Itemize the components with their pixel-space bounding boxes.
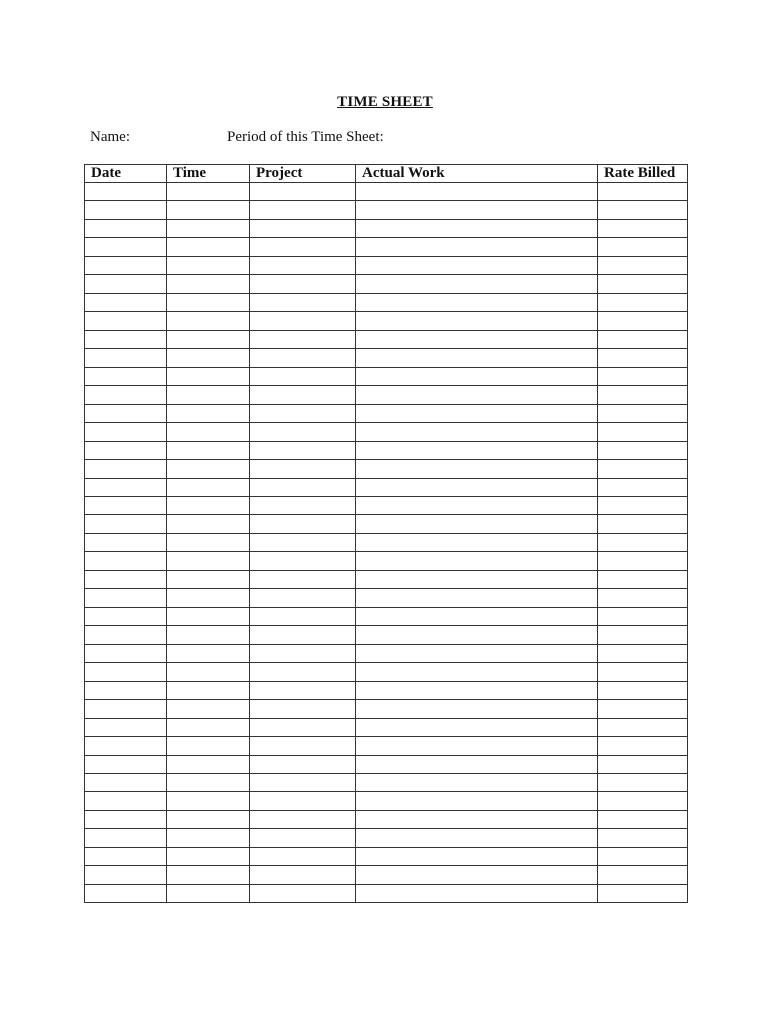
date-cell xyxy=(85,275,167,293)
date-cell xyxy=(85,810,167,828)
actual-work-cell xyxy=(356,478,598,496)
rate-billed-cell xyxy=(598,515,688,533)
table-row xyxy=(85,552,688,570)
actual-work-cell xyxy=(356,386,598,404)
project-cell xyxy=(250,570,356,588)
actual-work-cell xyxy=(356,496,598,514)
time-cell xyxy=(167,515,250,533)
date-cell xyxy=(85,404,167,422)
table-row xyxy=(85,515,688,533)
project-cell xyxy=(250,441,356,459)
date-cell xyxy=(85,460,167,478)
date-cell xyxy=(85,626,167,644)
time-cell xyxy=(167,607,250,625)
rate-billed-cell xyxy=(598,829,688,847)
table-row xyxy=(85,404,688,422)
date-cell xyxy=(85,607,167,625)
actual-work-cell xyxy=(356,515,598,533)
project-cell xyxy=(250,201,356,219)
table-row xyxy=(85,423,688,441)
table-row xyxy=(85,349,688,367)
rate-billed-cell xyxy=(598,681,688,699)
header-project: Project xyxy=(250,165,356,183)
rate-billed-cell xyxy=(598,718,688,736)
rate-billed-cell xyxy=(598,219,688,237)
rate-billed-cell xyxy=(598,441,688,459)
time-cell xyxy=(167,238,250,256)
rate-billed-cell xyxy=(598,478,688,496)
rate-billed-cell xyxy=(598,810,688,828)
table-row xyxy=(85,737,688,755)
project-cell xyxy=(250,238,356,256)
rate-billed-cell xyxy=(598,755,688,773)
table-row xyxy=(85,367,688,385)
project-cell xyxy=(250,700,356,718)
date-cell xyxy=(85,792,167,810)
project-cell xyxy=(250,681,356,699)
table-row xyxy=(85,589,688,607)
rate-billed-cell xyxy=(598,589,688,607)
project-cell xyxy=(250,515,356,533)
project-cell xyxy=(250,737,356,755)
table-row xyxy=(85,386,688,404)
rate-billed-cell xyxy=(598,183,688,201)
project-cell xyxy=(250,367,356,385)
date-cell xyxy=(85,238,167,256)
header-rate-billed: Rate Billed xyxy=(598,165,688,183)
actual-work-cell xyxy=(356,718,598,736)
project-cell xyxy=(250,829,356,847)
time-cell xyxy=(167,293,250,311)
date-cell xyxy=(85,496,167,514)
date-cell xyxy=(85,183,167,201)
actual-work-cell xyxy=(356,293,598,311)
time-cell xyxy=(167,460,250,478)
actual-work-cell xyxy=(356,312,598,330)
project-cell xyxy=(250,496,356,514)
header-time: Time xyxy=(167,165,250,183)
table-row xyxy=(85,183,688,201)
project-cell xyxy=(250,810,356,828)
actual-work-cell xyxy=(356,238,598,256)
date-cell xyxy=(85,330,167,348)
project-cell xyxy=(250,866,356,884)
time-cell xyxy=(167,847,250,865)
table-row xyxy=(85,256,688,274)
project-cell xyxy=(250,478,356,496)
actual-work-cell xyxy=(356,460,598,478)
rate-billed-cell xyxy=(598,423,688,441)
table-row xyxy=(85,478,688,496)
date-cell xyxy=(85,884,167,902)
time-cell xyxy=(167,737,250,755)
date-cell xyxy=(85,737,167,755)
project-cell xyxy=(250,349,356,367)
table-row xyxy=(85,312,688,330)
rate-billed-cell xyxy=(598,552,688,570)
date-cell xyxy=(85,533,167,551)
time-cell xyxy=(167,810,250,828)
actual-work-cell xyxy=(356,866,598,884)
date-cell xyxy=(85,700,167,718)
table-row xyxy=(85,460,688,478)
table-row xyxy=(85,607,688,625)
rate-billed-cell xyxy=(598,570,688,588)
table-row xyxy=(85,884,688,902)
table-body xyxy=(85,183,688,903)
project-cell xyxy=(250,644,356,662)
project-cell xyxy=(250,626,356,644)
rate-billed-cell xyxy=(598,774,688,792)
project-cell xyxy=(250,386,356,404)
actual-work-cell xyxy=(356,570,598,588)
project-cell xyxy=(250,774,356,792)
date-cell xyxy=(85,866,167,884)
time-cell xyxy=(167,626,250,644)
table-row xyxy=(85,681,688,699)
rate-billed-cell xyxy=(598,460,688,478)
project-cell xyxy=(250,533,356,551)
date-cell xyxy=(85,441,167,459)
actual-work-cell xyxy=(356,626,598,644)
rate-billed-cell xyxy=(598,275,688,293)
rate-billed-cell xyxy=(598,607,688,625)
actual-work-cell xyxy=(356,829,598,847)
table-row xyxy=(85,644,688,662)
rate-billed-cell xyxy=(598,866,688,884)
time-cell xyxy=(167,552,250,570)
table-row xyxy=(85,718,688,736)
actual-work-cell xyxy=(356,330,598,348)
actual-work-cell xyxy=(356,441,598,459)
time-cell xyxy=(167,884,250,902)
time-cell xyxy=(167,792,250,810)
time-cell xyxy=(167,275,250,293)
date-cell xyxy=(85,829,167,847)
table-row xyxy=(85,330,688,348)
actual-work-cell xyxy=(356,423,598,441)
table-row xyxy=(85,774,688,792)
time-cell xyxy=(167,219,250,237)
actual-work-cell xyxy=(356,663,598,681)
rate-billed-cell xyxy=(598,312,688,330)
rate-billed-cell xyxy=(598,496,688,514)
project-cell xyxy=(250,293,356,311)
date-cell xyxy=(85,349,167,367)
rate-billed-cell xyxy=(598,238,688,256)
time-cell xyxy=(167,312,250,330)
actual-work-cell xyxy=(356,884,598,902)
time-cell xyxy=(167,183,250,201)
actual-work-cell xyxy=(356,755,598,773)
project-cell xyxy=(250,219,356,237)
table-row xyxy=(85,238,688,256)
actual-work-cell xyxy=(356,737,598,755)
time-cell xyxy=(167,829,250,847)
table-row xyxy=(85,755,688,773)
table-row xyxy=(85,496,688,514)
project-cell xyxy=(250,847,356,865)
project-cell xyxy=(250,552,356,570)
table-row xyxy=(85,829,688,847)
table-row xyxy=(85,441,688,459)
table-row xyxy=(85,570,688,588)
date-cell xyxy=(85,219,167,237)
table-row xyxy=(85,275,688,293)
time-cell xyxy=(167,256,250,274)
date-cell xyxy=(85,478,167,496)
rate-billed-cell xyxy=(598,792,688,810)
header-row xyxy=(85,165,688,183)
time-cell xyxy=(167,866,250,884)
name-label: Name: xyxy=(90,129,130,145)
project-cell xyxy=(250,256,356,274)
table-row xyxy=(85,663,688,681)
header-actual-work: Actual Work xyxy=(356,165,598,183)
table-row xyxy=(85,219,688,237)
rate-billed-cell xyxy=(598,256,688,274)
time-cell xyxy=(167,755,250,773)
rate-billed-cell xyxy=(598,626,688,644)
table-row xyxy=(85,533,688,551)
date-cell xyxy=(85,312,167,330)
time-cell xyxy=(167,774,250,792)
date-cell xyxy=(85,256,167,274)
time-cell xyxy=(167,349,250,367)
time-cell xyxy=(167,496,250,514)
rate-billed-cell xyxy=(598,386,688,404)
date-cell xyxy=(85,755,167,773)
header-date: Date xyxy=(85,165,167,183)
actual-work-cell xyxy=(356,847,598,865)
rate-billed-cell xyxy=(598,737,688,755)
actual-work-cell xyxy=(356,774,598,792)
project-cell xyxy=(250,589,356,607)
project-cell xyxy=(250,404,356,422)
rate-billed-cell xyxy=(598,404,688,422)
table-row xyxy=(85,866,688,884)
time-cell xyxy=(167,201,250,219)
rate-billed-cell xyxy=(598,201,688,219)
rate-billed-cell xyxy=(598,330,688,348)
project-cell xyxy=(250,663,356,681)
project-cell xyxy=(250,330,356,348)
table-row xyxy=(85,810,688,828)
time-cell xyxy=(167,700,250,718)
actual-work-cell xyxy=(356,201,598,219)
time-cell xyxy=(167,589,250,607)
table-row xyxy=(85,700,688,718)
time-cell xyxy=(167,367,250,385)
actual-work-cell xyxy=(356,607,598,625)
time-cell xyxy=(167,441,250,459)
time-cell xyxy=(167,386,250,404)
actual-work-cell xyxy=(356,589,598,607)
actual-work-cell xyxy=(356,810,598,828)
rate-billed-cell xyxy=(598,700,688,718)
time-cell xyxy=(167,478,250,496)
project-cell xyxy=(250,755,356,773)
period-label: Period of this Time Sheet: xyxy=(227,129,384,145)
date-cell xyxy=(85,644,167,662)
date-cell xyxy=(85,515,167,533)
date-cell xyxy=(85,681,167,699)
project-cell xyxy=(250,423,356,441)
actual-work-cell xyxy=(356,275,598,293)
rate-billed-cell xyxy=(598,884,688,902)
date-cell xyxy=(85,367,167,385)
project-cell xyxy=(250,275,356,293)
time-cell xyxy=(167,718,250,736)
project-cell xyxy=(250,607,356,625)
table-row xyxy=(85,201,688,219)
actual-work-cell xyxy=(356,552,598,570)
time-cell xyxy=(167,330,250,348)
project-cell xyxy=(250,460,356,478)
actual-work-cell xyxy=(356,533,598,551)
time-cell xyxy=(167,644,250,662)
actual-work-cell xyxy=(356,792,598,810)
date-cell xyxy=(85,552,167,570)
rate-billed-cell xyxy=(598,367,688,385)
date-cell xyxy=(85,718,167,736)
time-cell xyxy=(167,570,250,588)
actual-work-cell xyxy=(356,644,598,662)
rate-billed-cell xyxy=(598,293,688,311)
project-cell xyxy=(250,183,356,201)
project-cell xyxy=(250,312,356,330)
rate-billed-cell xyxy=(598,663,688,681)
time-cell xyxy=(167,681,250,699)
time-cell xyxy=(167,404,250,422)
rate-billed-cell xyxy=(598,349,688,367)
actual-work-cell xyxy=(356,367,598,385)
actual-work-cell xyxy=(356,349,598,367)
rate-billed-cell xyxy=(598,847,688,865)
table-row xyxy=(85,626,688,644)
project-cell xyxy=(250,792,356,810)
date-cell xyxy=(85,663,167,681)
date-cell xyxy=(85,774,167,792)
date-cell xyxy=(85,386,167,404)
actual-work-cell xyxy=(356,681,598,699)
project-cell xyxy=(250,718,356,736)
date-cell xyxy=(85,293,167,311)
actual-work-cell xyxy=(356,219,598,237)
date-cell xyxy=(85,589,167,607)
time-sheet-table xyxy=(84,164,688,903)
rate-billed-cell xyxy=(598,644,688,662)
date-cell xyxy=(85,570,167,588)
date-cell xyxy=(85,847,167,865)
table-row xyxy=(85,847,688,865)
table-row xyxy=(85,293,688,311)
date-cell xyxy=(85,423,167,441)
date-cell xyxy=(85,201,167,219)
project-cell xyxy=(250,884,356,902)
actual-work-cell xyxy=(356,256,598,274)
rate-billed-cell xyxy=(598,533,688,551)
actual-work-cell xyxy=(356,700,598,718)
time-cell xyxy=(167,423,250,441)
actual-work-cell xyxy=(356,183,598,201)
document-title: TIME SHEET xyxy=(337,94,433,110)
table-row xyxy=(85,792,688,810)
actual-work-cell xyxy=(356,404,598,422)
time-cell xyxy=(167,663,250,681)
time-cell xyxy=(167,533,250,551)
